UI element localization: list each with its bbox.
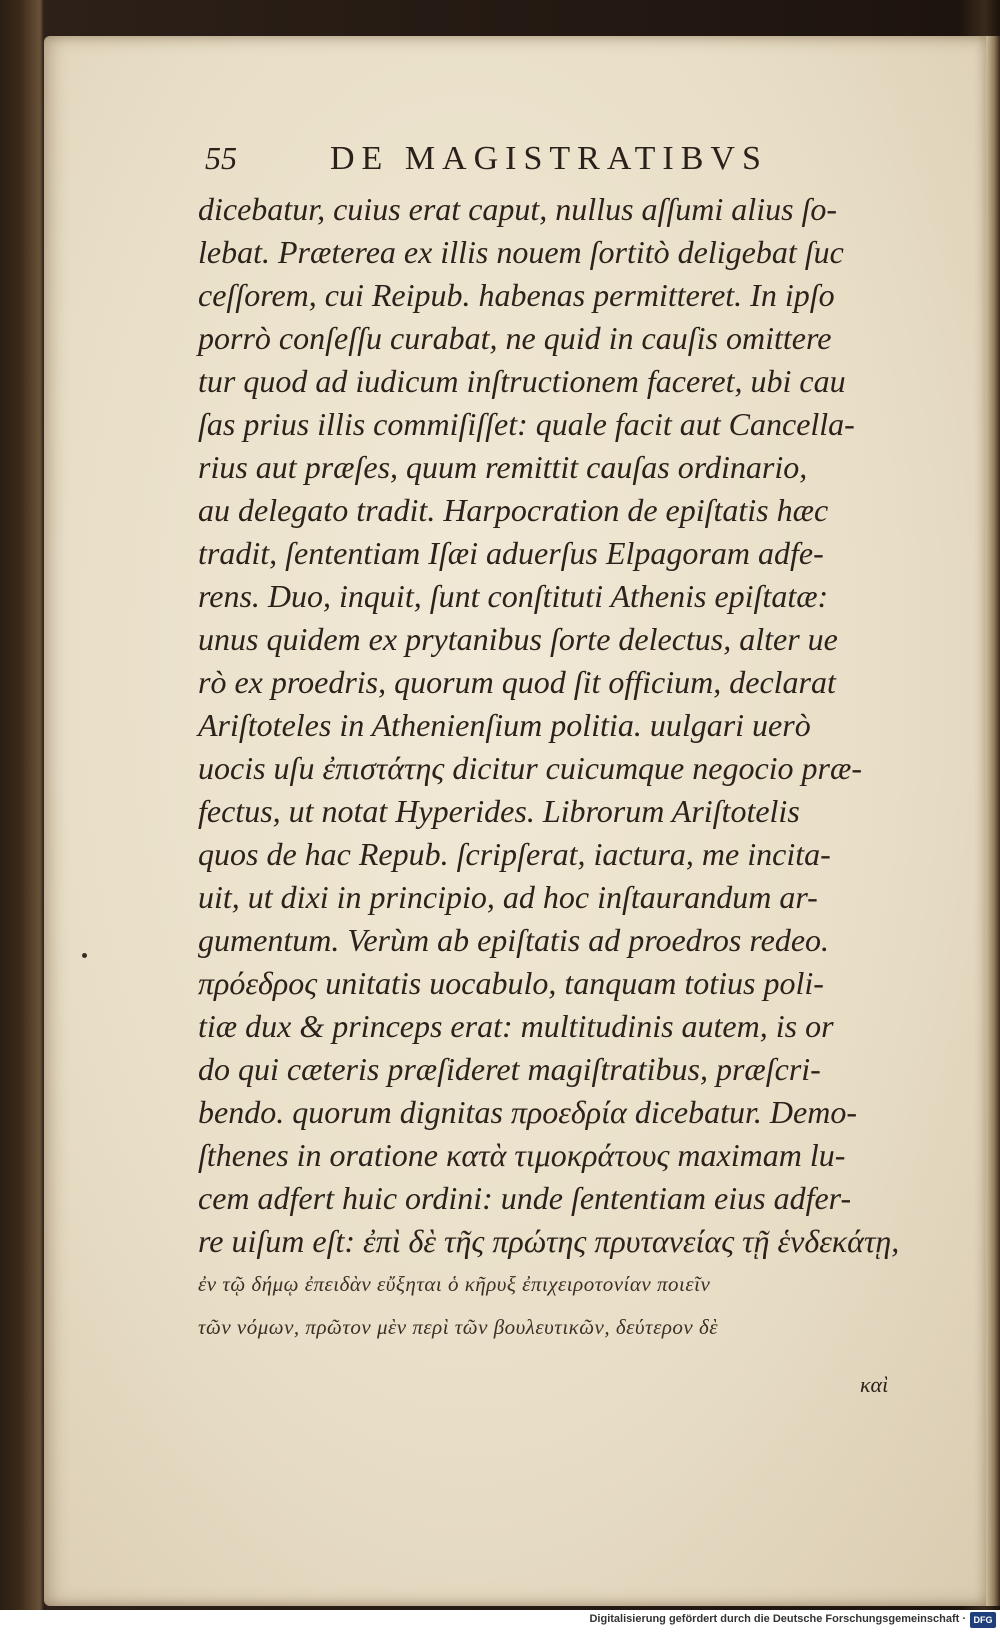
page-title: DE MAGISTRATIBVS — [330, 140, 768, 177]
text-line: rens. Duo, inquit, ſunt conſtituti Athenis epiſtatæ: — [198, 578, 829, 614]
text-line: lebat. Præterea ex illis nouem ſortitò deligebat ſuc — [198, 234, 844, 270]
text-line: rò ex proedris, quorum quod ſit officium, declarat — [198, 664, 836, 700]
page-number: 55 — [205, 140, 237, 176]
body-text — [198, 188, 898, 1349]
text-line: porrò conſeſſu curabat, ne quid in cauſis omittere — [198, 320, 832, 356]
text-line: πρόεδρος unitatis uocabulo, tanquam totius poli- — [198, 965, 824, 1001]
text-line: Ariſtoteles in Athenienſium politia. uulgari uerò — [198, 707, 811, 743]
text-line: re uiſum eſt: ἐπὶ δὲ τῆς πρώτης πρυτανείας τῇ ἑνδεκάτῃ, — [198, 1223, 900, 1259]
text-line: tradit, ſententiam Iſæi aduerſus Elpagoram adfe- — [198, 535, 824, 571]
digitization-footer — [0, 1610, 1000, 1632]
text-line: ſthenes in oratione κατὰ τιμοκράτους maximam lu- — [198, 1137, 846, 1173]
text-line: tur quod ad iudicum inſtructionem faceret, ubi cau — [198, 363, 846, 399]
text-line: au delegato tradit. Harpocration de epiſtatis hæc — [198, 492, 829, 528]
text-line: rius aut præſes, quum remittit cauſas ordinario, — [198, 449, 808, 485]
greek-text-line: τῶν νόμων, πρῶτον μὲν περὶ τῶν βουλευτικῶν, δεύτερον δὲ — [198, 1315, 719, 1339]
dfg-logo: DFG — [970, 1612, 996, 1628]
text-line: gumentum. Verùm ab epiſtatis ad proedros redeo. — [198, 922, 830, 958]
text-line: do qui cæteris præſideret magiſtratibus, præſcri- — [198, 1051, 821, 1087]
footer-credit: Digitalisierung gefördert durch die Deutsche Forschungsgemeinschaft · — [589, 1613, 966, 1625]
text-line: dicebatur, cuius erat caput, nullus aſſumi alius ſo- — [198, 191, 838, 227]
text-line: cem adfert huic ordini: unde ſententiam eius adfer- — [198, 1180, 852, 1216]
page-edge — [986, 36, 1000, 1606]
catchword: καὶ — [860, 1372, 889, 1397]
greek-text-line: ἐν τῷ δήμῳ ἐπειδὰν εὔξηται ὁ κῆρυξ ἐπιχειροτονίαν ποιεῖν — [198, 1272, 711, 1296]
text-line: unus quidem ex prytanibus ſorte delectus, alter ue — [198, 621, 838, 657]
text-line: ſas prius illis commiſiſſet: quale facit aut Cancella- — [198, 406, 855, 442]
text-line: ceſſorem, cui Reipub. habenas permitteret. In ipſo — [198, 277, 835, 313]
text-line: uit, ut dixi in principio, ad hoc inſtaurandum ar- — [198, 879, 818, 915]
text-line: tiæ dux & princeps erat: multitudinis autem, is or — [198, 1008, 834, 1044]
running-head — [205, 140, 825, 184]
text-line: bendo. quorum dignitas προεδρία dicebatur. Demo- — [198, 1094, 857, 1130]
text-line: uocis uſu ἐπιστάτης dicitur cuicumque negocio præ- — [198, 750, 862, 786]
text-line: quos de hac Repub. ſcripſerat, iactura, me incita- — [198, 836, 831, 872]
ink-spot — [82, 953, 87, 958]
text-line: fectus, ut notat Hyperides. Librorum Ariſtotelis — [198, 793, 800, 829]
